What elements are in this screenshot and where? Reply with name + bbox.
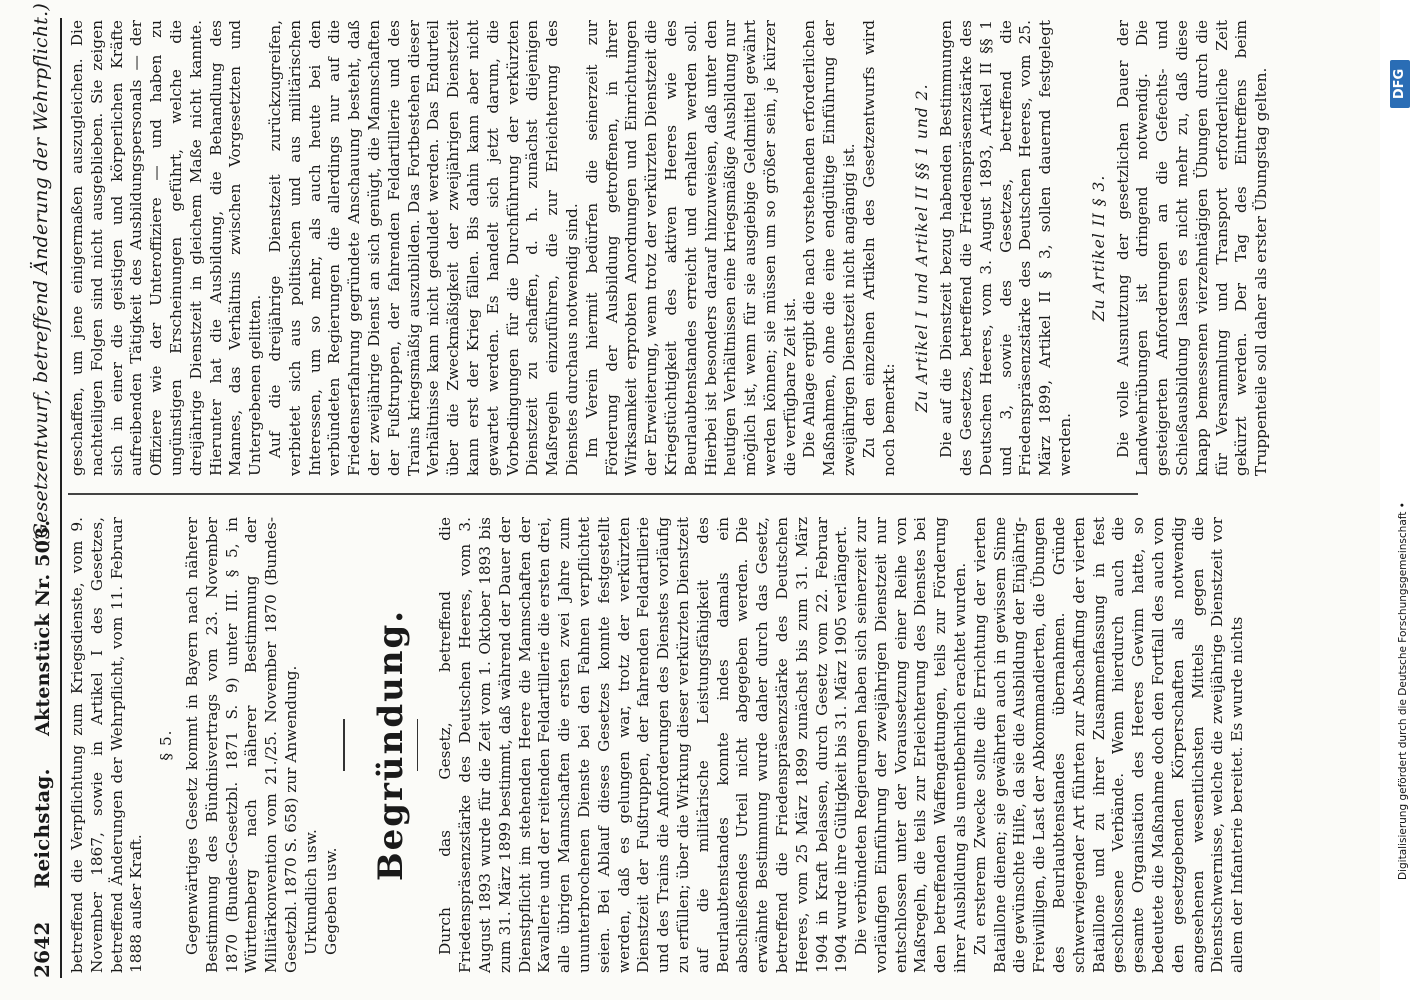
right-paragraph-6: Die auf die Dienstzeit bezug habenden Bestimmungen des Gesetzes, betreffend die Friedenspräsenzstärke des Deutschen Heeres, vom 3. August 1893, Artikel II §§ 1 und 3, sowie des Gesetzes, betreffend die Friedenspräsenzstärke des Deutschen Heeres, vom 25. März 1899, Artikel II § 3, sollen dauernd festgelegt werden. bbox=[937, 20, 1075, 476]
funding-credit: Digitalisierung gefördert durch die Deutsche Forschungsgemeinschaft • bbox=[1397, 502, 1409, 880]
header-document-number: Aktenstück Nr. 503. bbox=[32, 519, 54, 736]
left-paragraph-2: Gegenwärtiges Gesetz kommt in Bayern nach näherer Bestimmung des Bündnisvertrags vom 23. November 1870 (Bundes-Gesetzbl. 1871 S. 9) unter III. § 5, in Württemberg nach näherer Bestimmung der Militärkonvention vom 21./25. November 1870 (Bundes-Gesetzbl. 1870 S. 658) zur Anwendung. bbox=[182, 517, 300, 973]
left-paragraph-4: Gegeben usw. bbox=[321, 847, 340, 955]
left-paragraph-5: Durch das Gesetz, betreffend die Friedenspräsenzstärke des Deutschen Heeres, vom 3. August 1893 wurde für die Zeit vom 1. Oktober 1893 bis zum 31. März 1899 bestimmt, daß während der Dauer der Dienstpflicht im stehenden Heere die Mannschaften der Kavallerie und der reitenden Feldartillerie die ersten drei, alle übrigen Mannschaften die ersten zwei Jahre zum ununterbrochenen Dienste bei den Fahnen verpflichtet seien. Bei Ablauf dieses Gesetzes konnte festgestellt werden, daß es gelungen war, trotz der verkürzten Dienstzeit der Fußtruppen, der fahrenden Feldartillerie und des Trains die Anforderungen des Dienstes vorläufig zu erfüllen; über die Wirkung dieser verkürzten Dienstzeit auf die militärische Leistungsfähigkeit des Beurlaubtenstandes konnte indes damals ein abschließendes Urteil nicht abgegeben werden. Die erwähnte Bestimmung wurde daher durch das Gesetz, betreffend die Friedenspräsenzstärke des Deutschen Heeres, vom 25 März 1899 zunächst bis zum 31. März 1904 in Kraft belassen, durch Gesetz vom 22. Februar 1904 wurde ihre Gültigkeit bis 31. März 1905 verlängert. bbox=[436, 517, 851, 973]
right-column bbox=[68, 20, 1272, 476]
dfg-logo: DFG bbox=[1390, 60, 1410, 108]
right-paragraph-2: Auf die dreijährige Dienstzeit zurückzugreifen, verbietet sich aus politischen und aus militärischen Interessen, um so mehr, als auch heute bei den verbündeten Regierungen die allerdings nur auf die Friedenserfahrung gegründete Anschauung besteht, daß der zweijährige Dienst an sich genügt, die Mannschaften der Fußtruppen, der fahrenden Feldartillerie und des Trains kriegsmäßig auszubilden. Das Fortbestehen dieser Verhältnisse kann nicht geduldet werden. Das Endurteil über die Zweckmäßigkeit der zweijährigen Dienstzeit kann erst der Krieg fällen. Bis dahin kann aber nicht gewartet werden. Es handelt sich jetzt darum, die Vorbedingungen für die Durchführung der verkürzten Dienstzeit zu schaffen, d. h. zunächst diejenigen Maßregeln einzuführen, die zur Erleichterung des Dienstes durchaus notwendig sind. bbox=[265, 20, 581, 476]
article-heading-1: Zu Artikel I und Artikel II §§ 1 und 2. bbox=[913, 83, 932, 413]
divider bbox=[417, 719, 419, 771]
right-paragraph-4: Die Anlage ergibt die nach vorstehenden erforderlichen Maßnahmen, ohne die eine endgültige Einführung der zweijährigen Dienstzeit nicht angängig ist. bbox=[800, 20, 859, 476]
right-paragraph-5: Zu den einzelnen Artikeln des Gesetzentwurfs wird noch bemerkt: bbox=[859, 20, 898, 476]
article-heading-2: Zu Artikel II § 3. bbox=[1089, 174, 1108, 322]
header-right-title: (Gesetzentwurf, betreffend Änderung der Wehrpflicht.) bbox=[30, 3, 52, 546]
page-number: 2642 bbox=[30, 921, 54, 978]
page-header bbox=[30, 3, 58, 978]
left-paragraph-6: Die verbündeten Regierungen haben sich seinerzeit zur vorläufigen Einführung der zweijährigen Dienstzeit nur entschlossen unter der Voraussetzung einer Reihe von Maßregeln, die teils zur Erleichterung des Dienstes bei den betreffenden Waffengattungen, teils zur Förderung ihrer Ausbildung als unentbehrlich erachtet wurden. bbox=[852, 517, 970, 973]
divider bbox=[343, 719, 345, 771]
left-paragraph-7: Zu ersterem Zwecke sollte die Errichtung der vierten Bataillone dienen; sie gewährten auch in gewissem Sinne die gewünschte Hilfe, da sie die Ausbildung der Einjährig-Freiwilligen, die Last der Abkommandierten, die Übungen des Beurlaubtenstandes übernahmen. Gründe schwerwiegender Art führten zur Abschaffung der vierten Bataillone und zu ihrer Zusammenfassung in fest geschlossene Verbände. Wenn hierdurch auch die gesamte Organisation des Heeres Gewinn hatte, so bedeutete die Maßnahme doch den Fortfall des auch von den gesetzgebenden Körperschaften als notwendig angesehenen wesentlichsten Mittels gegen die Dienstschwernisse, welche die zweijährige Dienstzeit vor allem der Infanterie bereitet. Es wurde nichts bbox=[970, 517, 1247, 973]
left-paragraph-1: betreffend die Verpflichtung zum Kriegsdienste, vom 9. November 1867, sowie in Artikel I des Gesetzes, betreffend Änderungen der Wehrpflicht, vom 11. Februar 1888 außer Kraft. bbox=[68, 517, 146, 973]
left-column bbox=[68, 517, 1248, 973]
right-paragraph-1: geschaffen, um jene einigermaßen auszugleichen. Die nachteiligen Folgen sind nicht ausgeblieben. Sie zeigen sich in einer die geistigen und körperlichen Kräfte aufreibenden Tätigkeit des Ausbildungspersonals — der Offiziere wie der Unteroffiziere — und haben zu ungünstigen Erscheinungen geführt, welche die dreijährige Dienstzeit in gleichem Maße nicht kannte. Hierunter hat die Ausbildung, die Behandlung des Mannes, das Verhältnis zwischen Vorgesetzten und Untergebenen gelitten. bbox=[68, 20, 265, 476]
right-paragraph-3: Im Verein hiermit bedürfen die seinerzeit zur Förderung der Ausbildung getroffenen, in ihrer Wirksamkeit erprobten Anordnungen und Einrichtungen der Erweiterung, wenn trotz der verkürzten Dienstzeit die Kriegstüchtigkeit des aktiven Heeres wie des Beurlaubtenstandes erreicht und erhalten werden soll. Hierbei ist besonders darauf hinzuweisen, daß unter den heutigen Verhältnissen eine kriegsmäßige Ausbildung nur möglich ist, wenn für sie ausgiebige Geldmittel gewährt werden können; sie müssen um so größer sein, je kürzer die verfügbare Zeit ist. bbox=[582, 20, 799, 476]
header-left-title: Reichstag. bbox=[30, 768, 54, 889]
section-title: Begründung. bbox=[370, 608, 411, 882]
section-5-heading: § 5. bbox=[157, 729, 176, 761]
header-rule bbox=[60, 18, 62, 978]
funding-sidebar bbox=[1384, 0, 1421, 1000]
right-paragraph-7: Die volle Ausnutzung der gesetzlichen Dauer der Landwehrübungen ist dringend notwendig. Die gesteigerten Anforderungen an die Gefechts- und Schießausbildung lassen es nicht mehr zu, daß diese knapp bemessenen vierzehntägigen Übungen durch die für Versammlung und Transport erforderliche Zeit gekürzt werden. Der Tag des Eintreffens beim Truppenteile soll daher als erster Übungstag gelten. bbox=[1113, 20, 1271, 476]
left-paragraph-3: Urkundlich usw. bbox=[301, 829, 320, 955]
column-divider bbox=[68, 494, 1138, 496]
